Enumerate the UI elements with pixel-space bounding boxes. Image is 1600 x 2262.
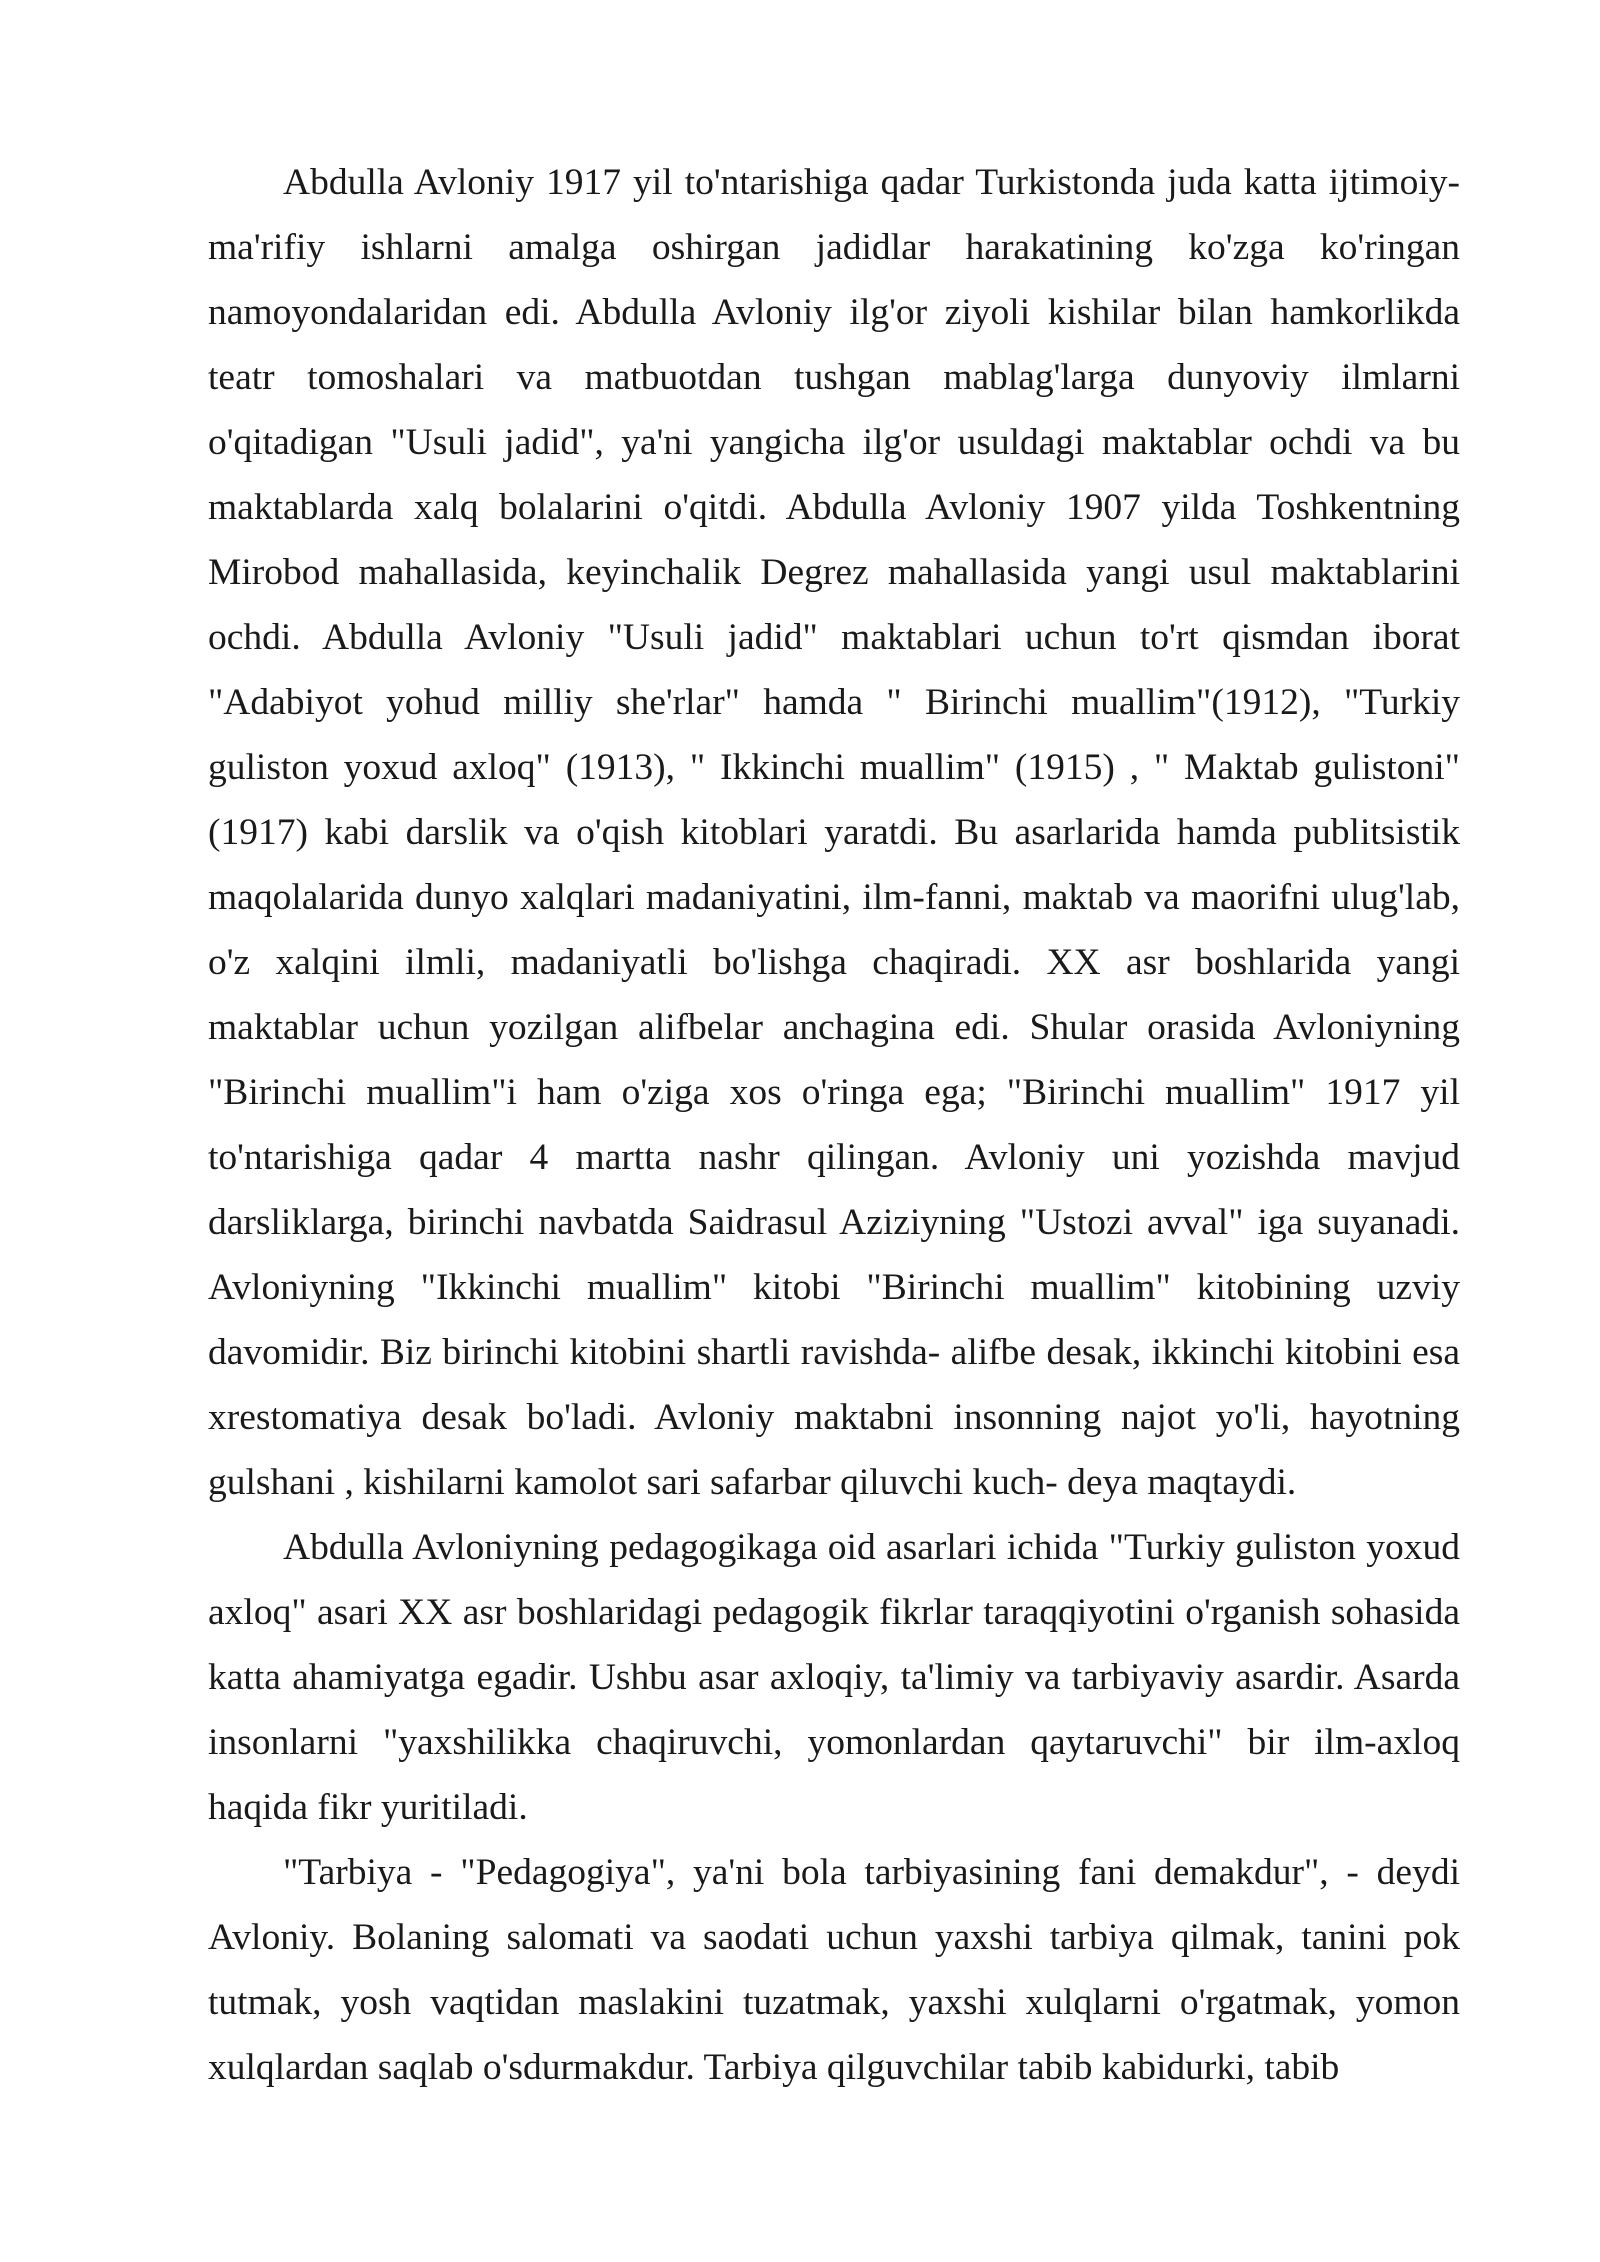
paragraph-3: "Tarbiya - "Pedagogiya", ya'ni bola tarbiyasining fani demakdur", - deydi Avloniy. Bolaning salomati va saodati uchun yaxshi tarbiya qilmak, tanini pok tutmak, yosh vaqtidan maslakini tuzatmak, yaxshi xulqlarni o'rgatmak, yomon xulqlardan saqlab o'sdurmakdur. Tarbiya qilguvchilar tabib kabidurki, tabib — [208, 1852, 1460, 2088]
paragraph-2: Abdulla Avloniyning pedagogikaga oid asarlari ichida "Turkiy guliston yoxud axloq" asari XX asr boshlaridagi pedagogik fikrlar taraqqiyotini o'rganish sohasida katta ahamiyatga egadir. Ushbu asar axloqiy, ta'limiy va tarbiyaviy asardir. Asarda insonlarni "yaxshilikka chaqiruvchi, yomonlardan qaytaruvchi" bir ilm-axloq haqida fikr yuritiladi. — [208, 1527, 1460, 1828]
paragraph-1: Abdulla Avloniy 1917 yil to'ntarishiga qadar Turkistonda juda katta ijtimoiy-ma'rifiy ishlarni amalga oshirgan jadidlar harakatining ko'zga ko'ringan namoyondalaridan edi. Abdulla Avloniy ilg'or ziyoli kishilar bilan hamkorlikda teatr tomoshalari va matbuotdan tushgan mablag'larga dunyoviy ilmlarni o'qitadigan "Usuli jadid", ya'ni yangicha ilg'or usuldagi maktablar ochdi va bu maktablarda xalq bolalarini o'qitdi. Abdulla Avloniy 1907 yilda Toshkentning Mirobod mahallasida, keyinchalik Degrez mahallasida yangi usul maktablarini ochdi. Abdulla Avloniy "Usuli jadid" maktablari uchun to'rt qismdan iborat "Adabiyot yohud milliy she'rlar" hamda " Birinchi muallim"(1912), "Turkiy guliston yoxud axloq" (1913), " Ikkinchi muallim" (1915) , " Maktab gulistoni" (1917) kabi darslik va o'qish kitoblari yaratdi. Bu asarlarida hamda publitsistik maqolalarida dunyo xalqlari madaniyatini, ilm-fanni, maktab va maorifni ulug'lab, o'z xalqini ilmli, madaniyatli bo'lishga chaqiradi. XX asr boshlarida yangi maktablar uchun yozilgan alifbelar anchagina edi. Shular orasida Avloniyning "Birinchi muallim"i ham o'ziga xos o'ringa ega; "Birinchi muallim" 1917 yil to'ntarishiga qadar 4 martta nashr qilingan. Avloniy uni yozishda mavjud darsliklarga, birinchi navbatda Saidrasul Aziziyning "Ustozi avval" iga suyanadi. Avloniyning "Ikkinchi muallim" kitobi "Birinchi muallim" kitobining uzviy davomidir. Biz birinchi kitobini shartli ravishda- alifbe desak, ikkinchi kitobini esa xrestomatiya desak bo'ladi. Avloniy maktabni insonning najot yo'li, hayotning gulshani , kishilarni kamolot sari safarbar qiluvchi kuch- deya maqtaydi. — [208, 162, 1460, 1503]
document-page — [208, 150, 1460, 2100]
